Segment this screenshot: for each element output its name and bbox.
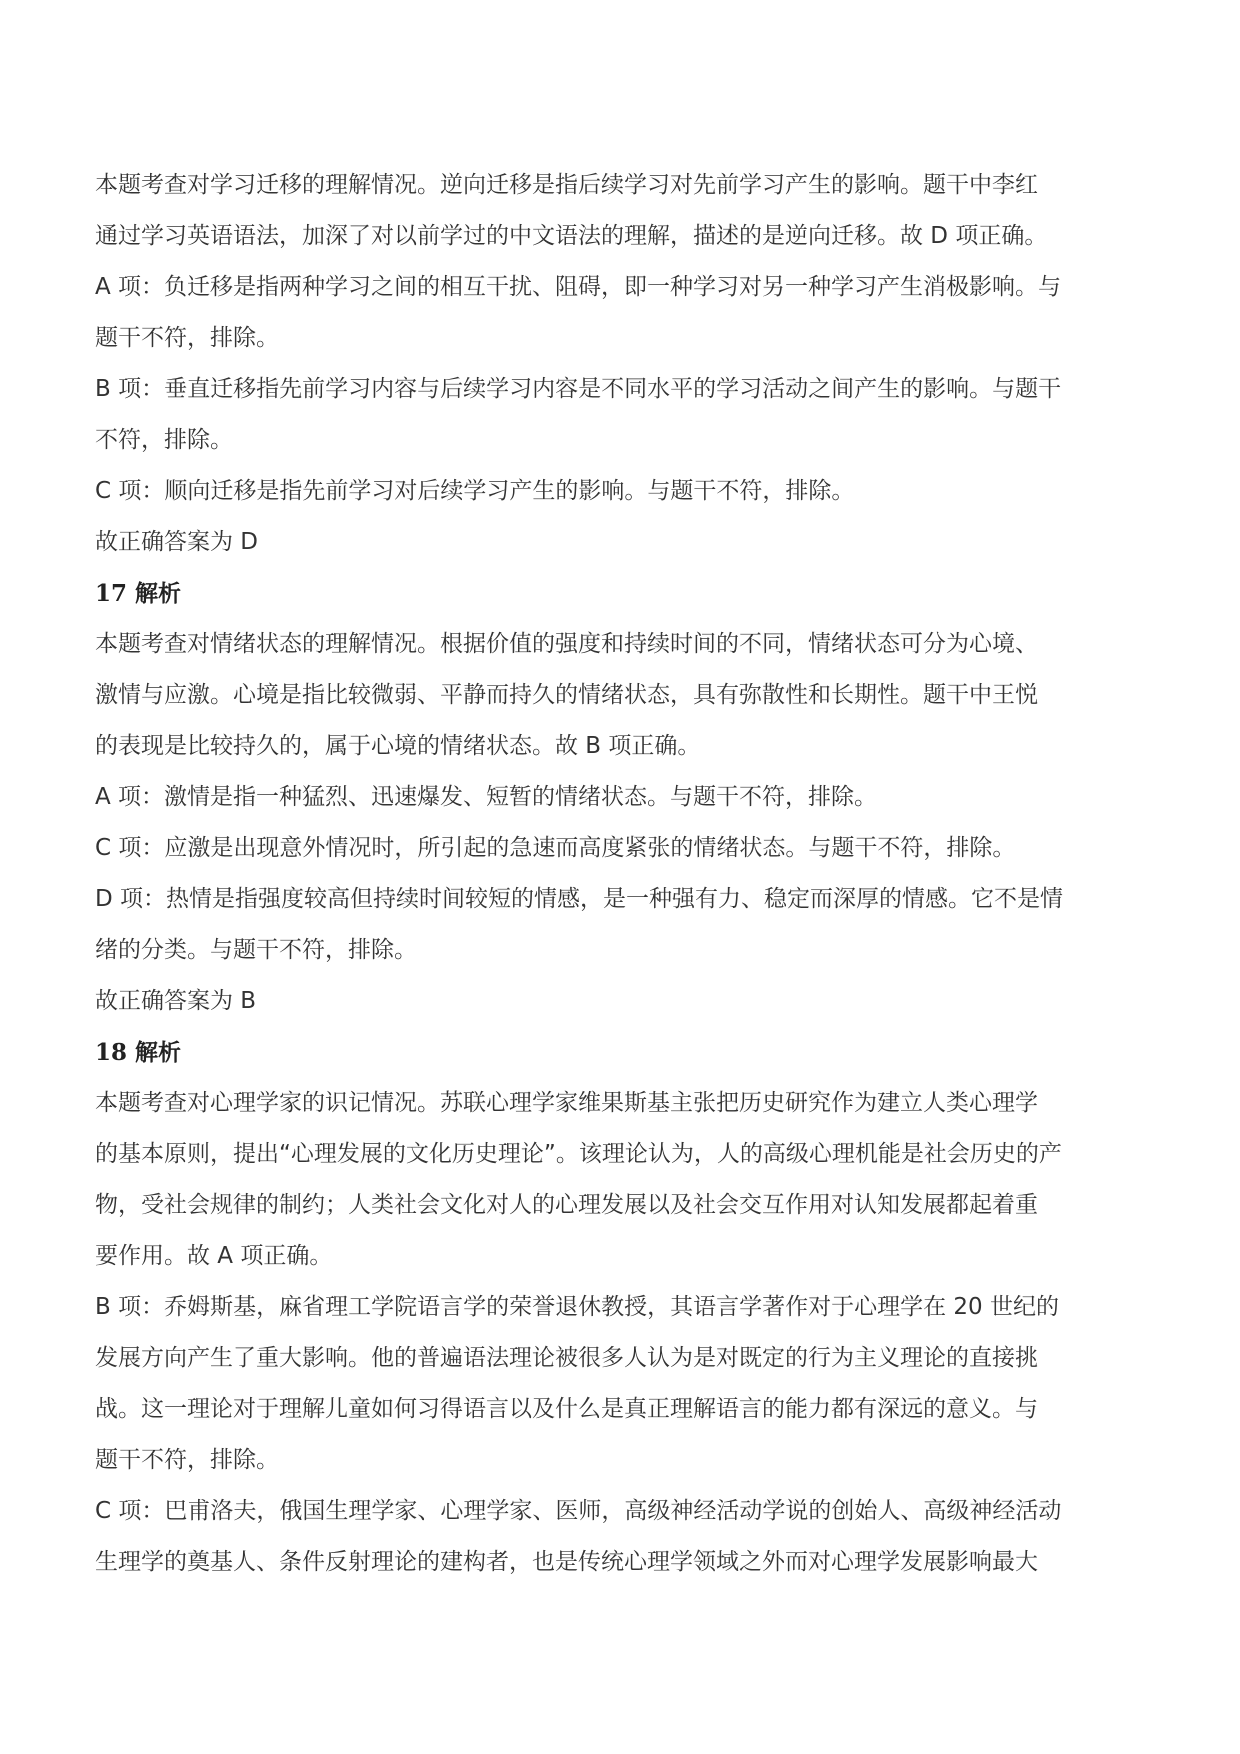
text-line: 物，受社会规律的制约；人类社会文化对人的心理发展以及社会交互作用对认知发展都起着重 bbox=[95, 1192, 1038, 1218]
text-line: 激情与应激。心境是指比较微弱、平静而持久的情绪状态，具有弥散性和长期性。题干中王悦 bbox=[95, 682, 1038, 708]
text-line: 题干不符，排除。 bbox=[95, 325, 279, 351]
text-line: 本题考查对情绪状态的理解情况。根据价值的强度和持续时间的不同，情绪状态可分为心境、 bbox=[95, 631, 1038, 657]
text-line: C 项：顺向迁移是指先前学习对后续学习产生的影响。与题干不符，排除。 bbox=[95, 478, 855, 504]
section-heading: 17 解析 bbox=[95, 580, 182, 607]
text-line: 战。这一理论对于理解儿童如何习得语言以及什么是真正理解语言的能力都有深远的意义。与 bbox=[95, 1396, 1038, 1422]
text-line: 生理学的奠基人、条件反射理论的建构者，也是传统心理学领域之外而对心理学发展影响最大 bbox=[95, 1549, 1038, 1575]
text-line: B 项：垂直迁移指先前学习内容与后续学习内容是不同水平的学习活动之间产生的影响。与题干 bbox=[95, 376, 1062, 402]
text-line: 本题考查对学习迁移的理解情况。逆向迁移是指后续学习对先前学习产生的影响。题干中李红 bbox=[95, 172, 1038, 198]
text-line: 的基本原则，提出“心理发展的文化历史理论”。该理论认为，人的高级心理机能是社会历史的产 bbox=[95, 1141, 1062, 1167]
text-line: D 项：热情是指强度较高但持续时间较短的情感，是一种强有力、稳定而深厚的情感。它不是情 bbox=[95, 886, 1064, 912]
text-line: 发展方向产生了重大影响。他的普遍语法理论被很多人认为是对既定的行为主义理论的直接挑 bbox=[95, 1345, 1038, 1371]
document-body bbox=[95, 160, 1145, 1588]
text-line: 题干不符，排除。 bbox=[95, 1447, 279, 1473]
section-heading: 18 解析 bbox=[95, 1039, 182, 1066]
text-line: 绪的分类。与题干不符，排除。 bbox=[95, 937, 417, 963]
text-line: 的表现是比较持久的，属于心境的情绪状态。故 B 项正确。 bbox=[95, 733, 701, 759]
text-line: 不符，排除。 bbox=[95, 427, 233, 453]
text-line: 本题考查对心理学家的识记情况。苏联心理学家维果斯基主张把历史研究作为建立人类心理学 bbox=[95, 1090, 1038, 1116]
text-line: 要作用。故 A 项正确。 bbox=[95, 1243, 333, 1269]
text-line: A 项：激情是指一种猛烈、迅速爆发、短暂的情绪状态。与题干不符，排除。 bbox=[95, 784, 878, 810]
text-line: B 项：乔姆斯基，麻省理工学院语言学的荣誉退休教授，其语言学著作对于心理学在 20 世纪的 bbox=[95, 1294, 1059, 1320]
text-line: C 项：巴甫洛夫，俄国生理学家、心理学家、医师，高级神经活动学说的创始人、高级神经活动 bbox=[95, 1498, 1062, 1524]
text-line: 通过学习英语语法，加深了对以前学过的中文语法的理解，描述的是逆向迁移。故 D 项正确。 bbox=[95, 223, 1048, 249]
text-line: 故正确答案为 B bbox=[95, 988, 257, 1014]
text-line: A 项：负迁移是指两种学习之间的相互干扰、阻碍，即一种学习对另一种学习产生消极影响。与 bbox=[95, 274, 1062, 300]
text-line: 故正确答案为 D bbox=[95, 529, 259, 555]
text-line: C 项：应激是出现意外情况时，所引起的急速而高度紧张的情绪状态。与题干不符，排除。 bbox=[95, 835, 1016, 861]
